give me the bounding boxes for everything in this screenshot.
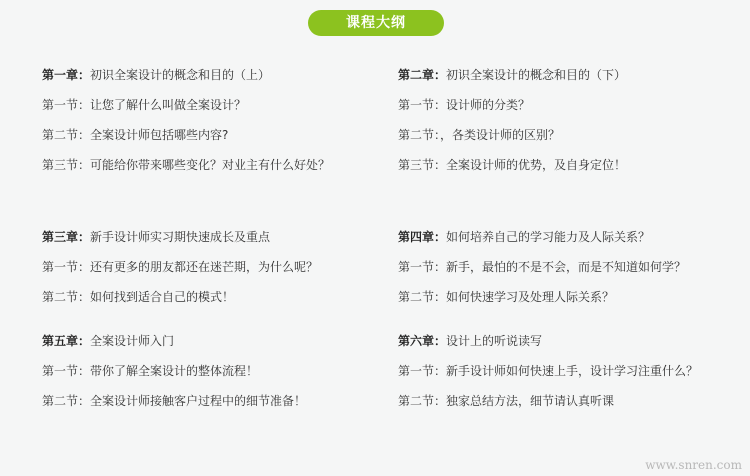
section-number: 第一节：	[42, 364, 91, 378]
chapter-heading	[398, 60, 626, 90]
section-text: 设计师的分类？	[446, 98, 531, 112]
section-number: 第三节：	[398, 158, 447, 172]
chapter-heading	[398, 222, 686, 252]
chapter-title: 初识全案设计的概念和目的（下）	[446, 68, 627, 82]
section-item	[398, 120, 626, 150]
section-item	[398, 252, 686, 282]
chapter-title: 初识全案设计的概念和目的（上）	[90, 68, 271, 82]
chapter-6-block	[398, 326, 698, 416]
section-number: 第二节：	[398, 128, 441, 142]
section-item	[42, 386, 306, 416]
section-number: 第二节：	[398, 290, 447, 304]
section-number: 第一节：	[42, 98, 91, 112]
section-item	[398, 356, 698, 386]
section-text: 独家总结方法，细节请认真听课	[446, 394, 615, 408]
section-item	[398, 386, 698, 416]
section-item	[398, 282, 686, 312]
chapter-5-block	[42, 326, 306, 416]
site-watermark: www.snren.com	[645, 458, 742, 472]
section-item	[42, 150, 330, 180]
section-item	[42, 252, 318, 282]
section-number: 第二节：	[42, 128, 91, 142]
section-number: 第一节：	[398, 364, 447, 378]
section-text: 全案设计师的优势，及自身定位！	[446, 158, 627, 172]
section-text: 可能给你带来哪些变化？对业主有什么好处？	[90, 158, 331, 172]
chapter-heading	[42, 60, 330, 90]
chapter-title: 设计上的听说读写	[446, 334, 543, 348]
chapter-title: 如何培养自己的学习能力及人际关系？	[446, 230, 651, 244]
section-number: 第一节：	[42, 260, 91, 274]
chapter-number: 第五章：	[42, 334, 91, 348]
chapter-number: 第一章：	[42, 68, 91, 82]
section-text: 新手，最怕的不是不会，而是不知道如何学？	[446, 260, 687, 274]
chapter-2-block	[398, 60, 626, 180]
section-text: 如何快速学习及处理人际关系？	[446, 290, 615, 304]
section-text: 全案设计师包括哪些内容?	[90, 128, 229, 142]
section-number: 第二节：	[398, 394, 447, 408]
section-text: 如何找到适合自己的模式！	[90, 290, 235, 304]
section-text: 还有更多的朋友都还在迷芒期，为什么呢？	[90, 260, 319, 274]
chapter-heading	[42, 326, 306, 356]
section-text: 全案设计师接触客户过程中的细节准备！	[90, 394, 307, 408]
section-text: 新手设计师如何快速上手，设计学习注重什么？	[446, 364, 699, 378]
section-text: 让您了解什么叫做全案设计？	[90, 98, 247, 112]
chapter-number: 第六章：	[398, 334, 447, 348]
section-item	[42, 356, 306, 386]
chapter-1-block	[42, 60, 330, 180]
section-item	[42, 282, 318, 312]
chapter-number: 第二章：	[398, 68, 447, 82]
section-number: 第二节：	[42, 394, 91, 408]
section-number: 第二节：	[42, 290, 91, 304]
course-outline-title: 课程大纲	[308, 10, 444, 36]
section-text: ，各类设计师的区别？	[440, 128, 561, 142]
chapter-3-block	[42, 222, 318, 312]
chapter-title: 新手设计师实习期快速成长及重点	[90, 230, 271, 244]
section-number: 第三节：	[42, 158, 91, 172]
section-item	[398, 90, 626, 120]
section-item	[42, 90, 330, 120]
section-item	[398, 150, 626, 180]
chapter-number: 第四章：	[398, 230, 447, 244]
chapter-heading	[398, 326, 698, 356]
chapter-4-block	[398, 222, 686, 312]
section-number: 第一节：	[398, 260, 447, 274]
section-item	[42, 120, 330, 150]
chapter-number: 第三章：	[42, 230, 91, 244]
section-text: 带你了解全案设计的整体流程！	[90, 364, 259, 378]
chapter-title: 全案设计师入门	[90, 334, 175, 348]
chapter-heading	[42, 222, 318, 252]
section-number: 第一节：	[398, 98, 447, 112]
